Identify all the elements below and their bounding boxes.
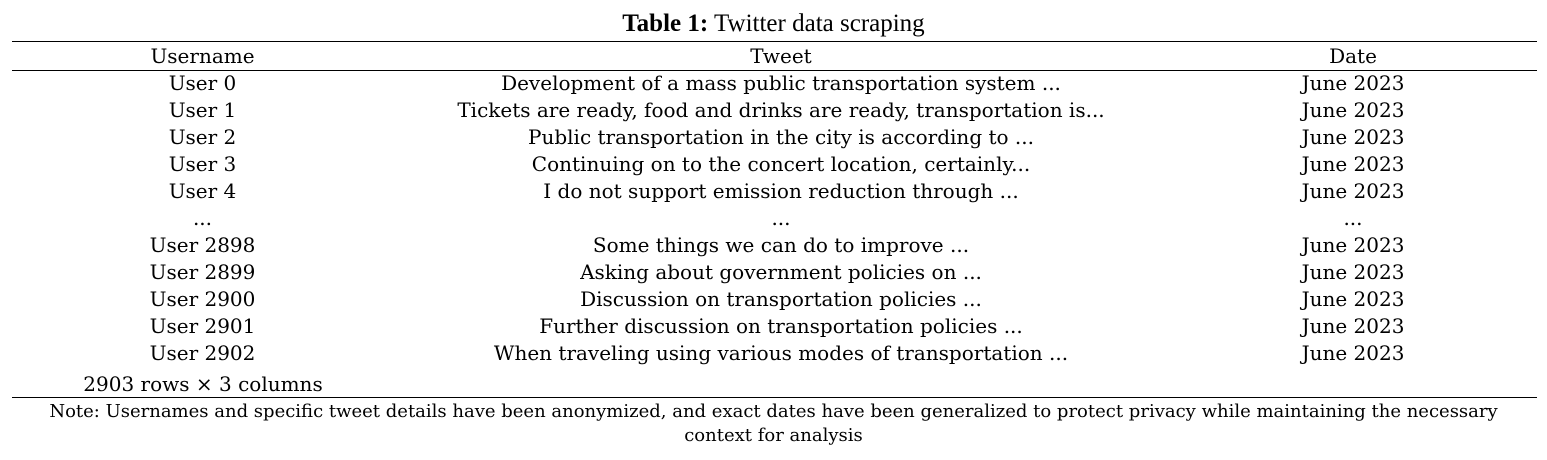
cell-date: June 2023 [1301,71,1405,95]
table-row [12,286,1537,313]
header-username: Username [150,44,255,68]
cell-username: User 2900 [149,287,256,311]
cell-date: June 2023 [1301,287,1405,311]
table-row [12,259,1537,286]
table-header-row [12,42,1537,70]
cell-tweet: Asking about government policies on ... [580,260,982,284]
cell-tweet: Continuing on to the concert location, certainly... [531,152,1031,176]
table-row [12,178,1537,205]
cell-tweet: Development of a mass public transportation system ... [501,71,1061,95]
cell-date: ... [1343,206,1363,230]
cell-tweet: Discussion on transportation policies ... [580,287,982,311]
cell-date: June 2023 [1301,179,1405,203]
cell-username: User 2902 [149,341,256,365]
cell-tweet: When traveling using various modes of transportation ... [493,341,1069,365]
table-row [12,97,1537,124]
table-row [12,151,1537,178]
table-row [12,124,1537,151]
cell-date: June 2023 [1301,341,1405,365]
table-row [12,70,1537,97]
cell-username: ... [192,206,213,230]
cell-tweet: Some things we can do to improve ... [592,233,970,257]
cell-tweet: Tickets are ready, food and drinks are ready, transportation is... [457,98,1105,122]
cell-date: June 2023 [1301,233,1405,257]
table-row-ellipsis [12,205,1537,232]
table-note: Note: Usernames and specific tweet details have been anonymized, and exact dates have been generalized to protect privacy while maintaining the necessary context for analysis [49,401,1498,446]
table-caption-title: Twitter data scraping [714,10,925,37]
table-caption [0,8,1547,40]
header-date: Date [1329,44,1377,68]
cell-username: User 2898 [149,233,256,257]
twitter-data-table [12,42,1537,367]
cell-username: User 2899 [149,260,256,284]
cell-tweet: Further discussion on transportation policies ... [539,314,1023,338]
header-tweet: Tweet [750,44,812,68]
cell-tweet: ... [771,206,791,230]
cell-username: User 2 [168,125,237,149]
table-row [12,313,1537,340]
cell-username: User 1 [168,98,237,122]
cell-tweet: I do not support emission reduction through ... [543,179,1019,203]
table-row [12,340,1537,367]
cell-date: June 2023 [1301,152,1405,176]
cell-date: June 2023 [1301,98,1405,122]
cell-username: User 3 [168,152,237,176]
cell-date: June 2023 [1301,314,1405,338]
table-caption-label: Table 1: [622,10,709,37]
cell-username: User 2901 [149,314,256,338]
cell-username: User 0 [168,71,237,95]
table-dimensions: 2903 rows × 3 columns [83,372,323,396]
table-row [12,232,1537,259]
cell-date: June 2023 [1301,125,1405,149]
cell-date: June 2023 [1301,260,1405,284]
table-bottom-rule [12,397,1537,398]
cell-username: User 4 [168,179,237,203]
cell-tweet: Public transportation in the city is according to ... [528,125,1034,149]
